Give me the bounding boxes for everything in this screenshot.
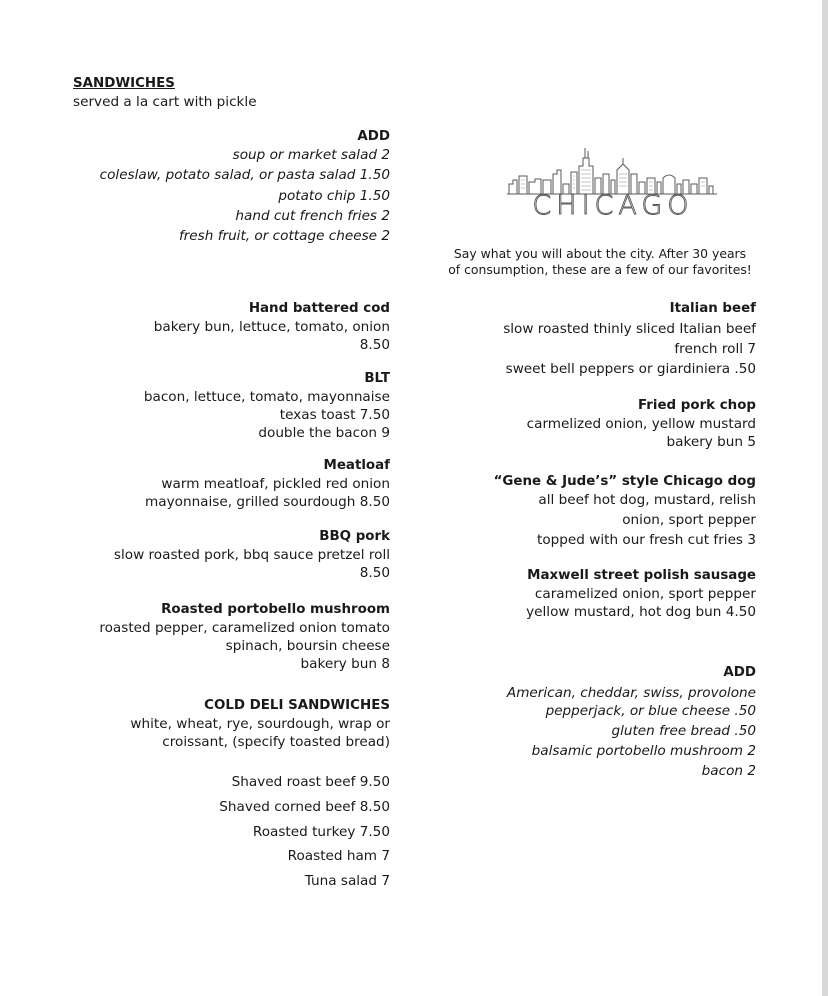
- cold-deli-item: Roasted ham 7: [287, 848, 390, 864]
- menu-item: [99, 601, 390, 673]
- intro-text: [440, 246, 760, 278]
- menu-item: [527, 397, 756, 451]
- section-title-sandwiches: SANDWICHES: [73, 76, 175, 91]
- item-desc: warm meatloaf, pickled red onion: [161, 476, 390, 492]
- item-desc: all beef hot dog, mustard, relish: [538, 492, 756, 508]
- item-desc: french roll 7: [674, 341, 756, 357]
- add-left-title: ADD: [357, 129, 390, 144]
- menu-item: [114, 528, 390, 582]
- add-left-item: hand cut french fries 2: [235, 208, 390, 224]
- cold-deli-item: Tuna salad 7: [304, 873, 390, 889]
- intro-line: Say what you will about the city. After 30 years: [453, 246, 747, 261]
- cold-deli-title: COLD DELI SANDWICHES: [204, 698, 390, 713]
- item-desc: bakery bun, lettuce, tomato, onion: [153, 319, 390, 335]
- add-right-item: gluten free bread .50: [611, 723, 756, 739]
- add-left-item: soup or market salad 2: [232, 147, 390, 163]
- logo-wordmark: CHICAGO: [532, 190, 694, 221]
- cold-deli-section: [130, 697, 390, 751]
- add-right-item: American, cheddar, swiss, provolone: [506, 685, 756, 701]
- item-name: BBQ pork: [319, 529, 390, 544]
- add-left-item: coleslaw, potato salad, or pasta salad 1.50: [99, 167, 390, 183]
- intro-line: of consumption, these are a few of our favorites!: [448, 262, 752, 277]
- menu-item: [145, 457, 390, 511]
- item-name: Maxwell street polish sausage: [527, 568, 756, 583]
- item-name: “Gene & Jude’s” style Chicago dog: [493, 474, 756, 489]
- cold-deli-desc: white, wheat, rye, sourdough, wrap or: [130, 716, 390, 732]
- menu-item: [144, 370, 390, 442]
- cold-deli-item: Shaved roast beef 9.50: [231, 774, 390, 790]
- item-name: Meatloaf: [323, 458, 390, 473]
- menu-item: [503, 300, 756, 378]
- item-desc: bakery bun 8: [300, 656, 390, 672]
- cold-deli-item: Shaved corned beef 8.50: [219, 799, 390, 815]
- item-desc: bacon, lettuce, tomato, mayonnaise: [143, 389, 390, 405]
- item-desc: onion, sport pepper: [622, 512, 756, 528]
- page-edge: [822, 0, 828, 996]
- item-desc: roasted pepper, caramelized onion tomato: [99, 620, 390, 636]
- item-name: BLT: [364, 371, 390, 386]
- add-left-item: potato chip 1.50: [278, 188, 390, 204]
- item-desc: spinach, boursin cheese: [225, 638, 390, 654]
- add-left-item: fresh fruit, or cottage cheese 2: [178, 228, 390, 244]
- item-desc: yellow mustard, hot dog bun 4.50: [526, 604, 756, 620]
- add-right-item: balsamic portobello mushroom 2: [531, 743, 756, 759]
- cold-deli-desc: croissant, (specify toasted bread): [162, 734, 390, 750]
- item-name: Hand battered cod: [248, 301, 390, 316]
- add-right-item: pepperjack, or blue cheese .50: [545, 703, 756, 719]
- cold-deli-item: Roasted turkey 7.50: [252, 824, 390, 840]
- item-desc: sweet bell peppers or giardiniera .50: [505, 361, 756, 377]
- item-price: 8.50: [359, 565, 390, 581]
- item-desc: double the bacon 9: [258, 425, 390, 441]
- chicago-skyline-logo: [505, 144, 721, 220]
- item-name: Fried pork chop: [637, 398, 756, 413]
- item-desc: texas toast 7.50: [279, 407, 390, 423]
- item-price: 8.50: [359, 337, 390, 353]
- menu-item: [494, 473, 756, 549]
- item-name: Italian beef: [669, 301, 756, 316]
- item-desc: carmelized onion, yellow mustard: [526, 416, 756, 432]
- section-subtitle: served a la cart with pickle: [73, 94, 257, 110]
- item-desc: mayonnaise, grilled sourdough 8.50: [145, 494, 390, 510]
- item-desc: bakery bun 5: [666, 434, 756, 450]
- menu-item: [526, 567, 756, 621]
- item-desc: slow roasted thinly sliced Italian beef: [503, 321, 756, 337]
- item-desc: caramelized onion, sport pepper: [534, 586, 756, 602]
- add-right-title: ADD: [723, 665, 756, 680]
- item-desc: slow roasted pork, bbq sauce pretzel roll: [113, 547, 390, 563]
- item-name: Roasted portobello mushroom: [161, 602, 390, 617]
- item-desc: topped with our fresh cut fries 3: [537, 532, 756, 548]
- add-right-item: bacon 2: [701, 763, 756, 779]
- menu-item: [154, 300, 390, 354]
